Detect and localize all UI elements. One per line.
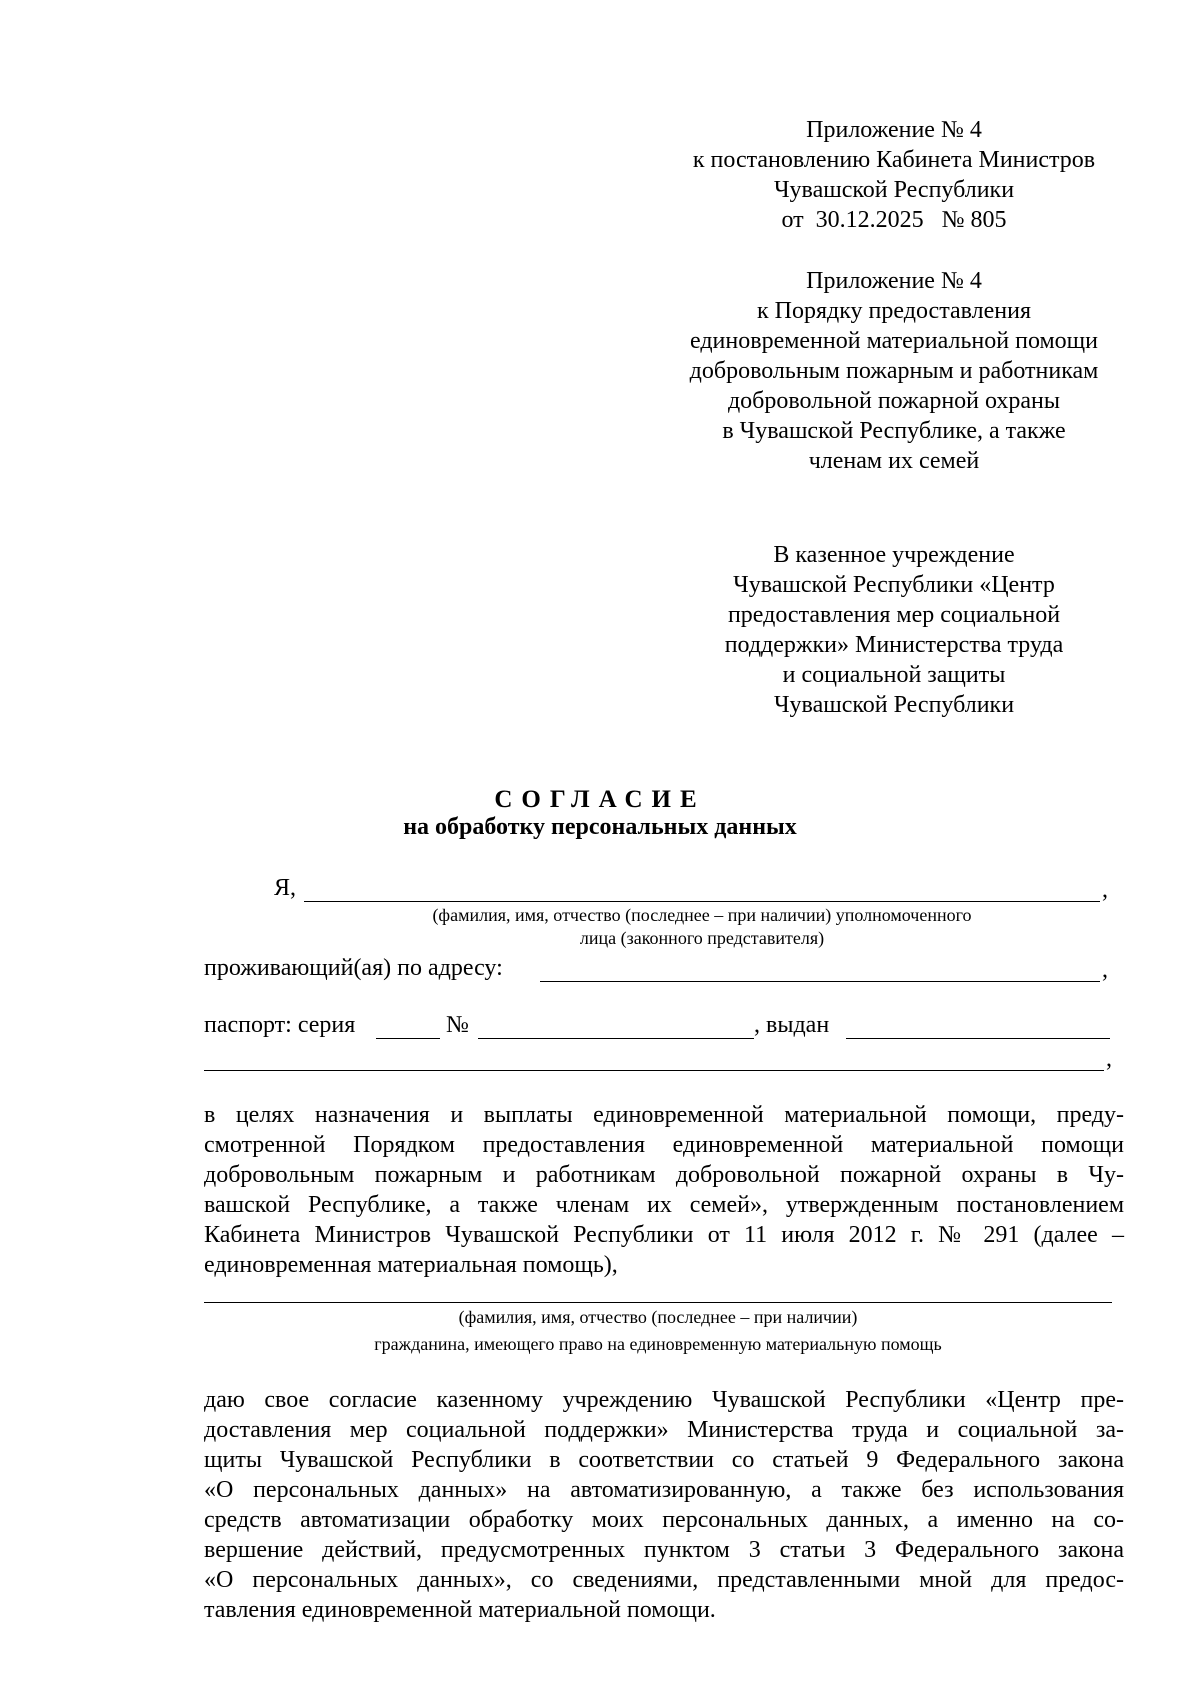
recipient-line: поддержки» Министерства труда (724, 632, 1064, 658)
appendix-decree-line: к постановлению Кабинета Министров (692, 147, 1096, 173)
recipient-line: В казенное учреждение (773, 542, 1015, 568)
consent-line: тавления единовременной материальной помощи. (204, 1597, 716, 1623)
citizen-caption-line1: (фамилия, имя, отчество (последнее – при наличии) (458, 1307, 858, 1327)
passport-comma: , (1106, 1046, 1112, 1072)
citizen-name-field[interactable] (204, 1302, 1112, 1303)
purpose-line: в целях назначения и выплаты единовременной материальной помощи, преду- (204, 1102, 1124, 1128)
passport-label: паспорт: серия (204, 1012, 356, 1038)
consent-line: «О персональных данных» на автоматизированную, а также без использования (204, 1477, 1124, 1503)
purpose-line: добровольным пожарным и работникам добровольной пожарной охраны в Чу- (204, 1162, 1124, 1188)
i-label: Я, (274, 875, 297, 901)
appendix-procedure-block (654, 266, 1134, 476)
name-field[interactable] (304, 901, 1100, 902)
recipient-line: Чувашской Республики (773, 692, 1015, 718)
address-label: проживающий(ая) по адресу: (204, 955, 503, 981)
purpose-line: Кабинета Министров Чувашской Республики от 11 июля 2012 г. № 291 (далее – (204, 1222, 1124, 1248)
document-subtitle: на обработку персональных данных (403, 814, 797, 840)
appendix-procedure-line: членам их семей (808, 448, 980, 474)
purpose-paragraph (204, 1100, 1124, 1280)
recipient-line: предоставления мер социальной (727, 602, 1061, 628)
appendix-decree-block (664, 115, 1124, 235)
appendix-procedure-line: к Порядку предоставления (756, 298, 1031, 324)
issued-label: , выдан (754, 1012, 830, 1038)
appendix-decree-line: Чувашской Республики (773, 177, 1015, 203)
name-caption-line1: (фамилия, имя, отчество (последнее – при наличии) уполномоченного (432, 905, 972, 925)
purpose-line: вашской Республике, а также членам их семей», утвержденным постановлением (204, 1192, 1124, 1218)
appendix-decree-line: Приложение № 4 (806, 117, 982, 143)
appendix-procedure-line: в Чувашской Республике, а также (722, 418, 1066, 444)
address-comma: , (1102, 957, 1108, 983)
passport-series-field[interactable] (376, 1038, 440, 1039)
consent-line: средств автоматизации обработку моих персональных данных, а именно на со- (204, 1507, 1124, 1533)
appendix-procedure-line: единовременной материальной помощи (690, 328, 1098, 354)
recipient-block (654, 540, 1134, 720)
purpose-line: единовременная материальная помощь), (204, 1252, 618, 1278)
recipient-line: Чувашской Республики «Центр (733, 572, 1055, 598)
appendix-procedure-line: добровольной пожарной охраны (727, 388, 1061, 414)
purpose-line: смотренной Порядком предоставления единовременной материальной помощи (204, 1132, 1124, 1158)
issued-by-field-continued[interactable] (204, 1070, 1104, 1071)
consent-line: даю свое согласие казенному учреждению Чувашской Республики «Центр пре- (204, 1387, 1124, 1413)
consent-line: щиты Чувашской Республики в соответствии со статьей 9 Федерального закона (204, 1447, 1124, 1473)
address-field[interactable] (540, 981, 1100, 982)
document-title: СОГЛАСИЕ (494, 786, 706, 813)
passport-number-label: № (446, 1012, 469, 1038)
passport-number-field[interactable] (478, 1038, 754, 1039)
recipient-line: и социальной защиты (782, 662, 1006, 688)
name-caption-line2: лица (законного представителя) (579, 928, 825, 948)
issued-by-field[interactable] (846, 1038, 1110, 1039)
consent-paragraph (204, 1385, 1124, 1625)
appendix-procedure-line: Приложение № 4 (806, 268, 982, 294)
consent-line: «О персональных данных», со сведениями, представленными мной для предос- (204, 1567, 1124, 1593)
citizen-caption-line2: гражданина, имеющего право на единовременную материальную помощь (374, 1334, 942, 1354)
appendix-procedure-line: добровольным пожарным и работникам (689, 358, 1099, 384)
name-comma: , (1102, 877, 1108, 903)
consent-line: вершение действий, предусмотренных пунктом 3 статьи 3 Федерального закона (204, 1537, 1124, 1563)
consent-line: доставления мер социальной поддержки» Министерства труда и социальной за- (204, 1417, 1124, 1443)
appendix-decree-line: от 30.12.2025 № 805 (781, 207, 1007, 233)
